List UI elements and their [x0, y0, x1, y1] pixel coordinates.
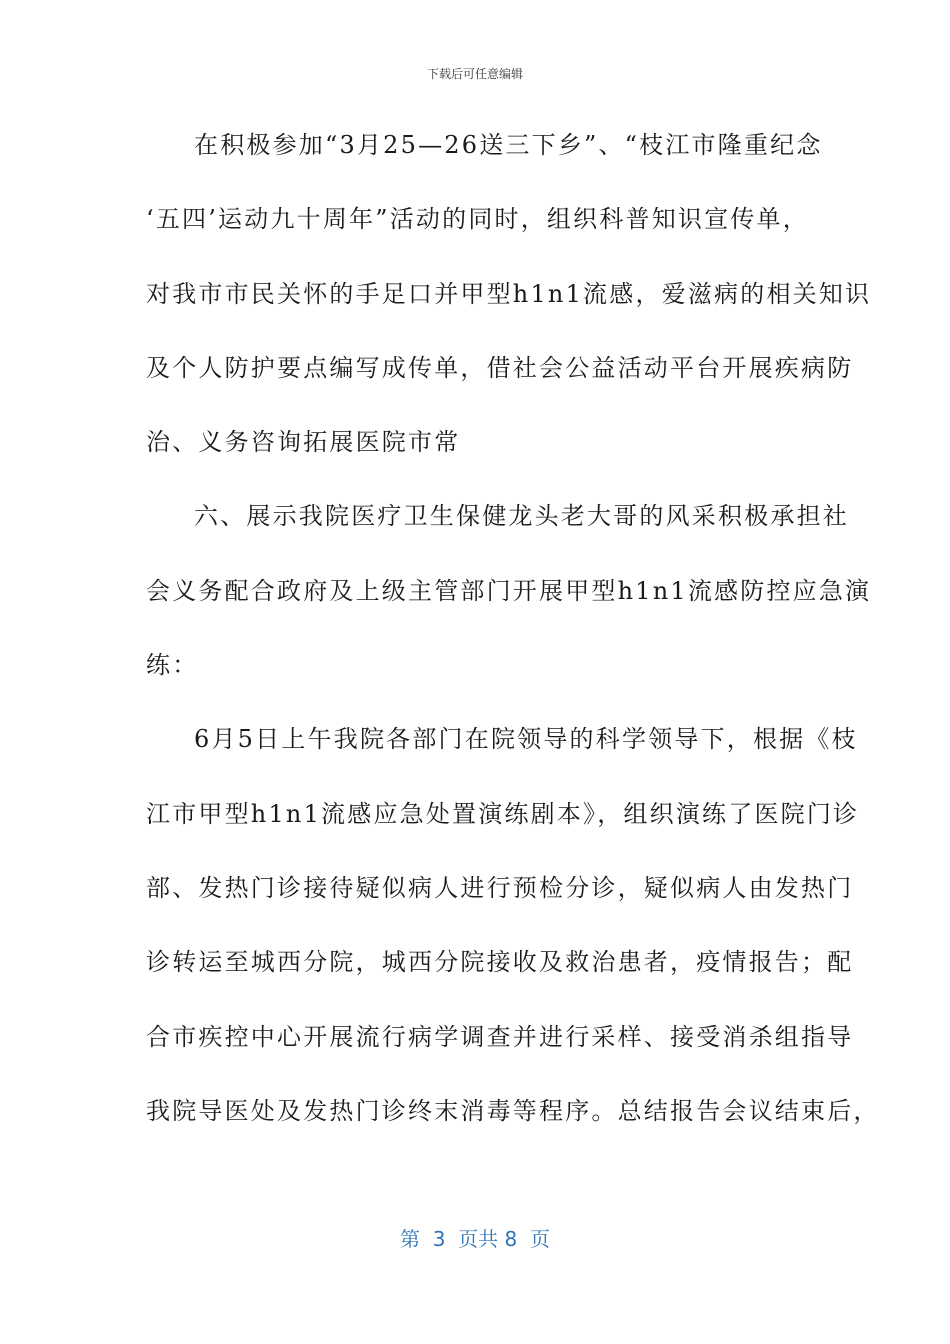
text-line: 练： [146, 651, 199, 680]
text-line: 合市疾控中心开展流行病学调查并进行采样、接受消杀组指导 [146, 1022, 854, 1051]
text-line: 在积极参加“3月25—26送三下乡”、“枝江市隆重纪念 [194, 131, 823, 159]
text-line: ‘五四’运动九十周年”活动的同时，组织科普知识宣传单， [146, 205, 809, 234]
text-line: 诊转运至城西分院，城西分院接收及救治患者，疫情报告；配 [146, 948, 854, 977]
page-header: 下载后可任意编辑 [426, 67, 523, 81]
text-line: 六、展示我院医疗卫生保健龙头老大哥的风采积极承担社 [194, 502, 849, 531]
text-line: 会义务配合政府及上级主管部门开展甲型h1n1流感防控应急演 [146, 576, 872, 605]
text-line: 江市甲型h1n1流感应急处置演练剧本》，组织演练了医院门诊 [146, 799, 860, 828]
text-line: 我院导医处及发热门诊终末消毒等程序。总结报告会议结束后， [146, 1096, 880, 1125]
document-body [146, 122, 880, 1162]
text-line: 对我市市民关怀的手足口并甲型h1n1流感，爱滋病的相关知识 [146, 279, 872, 308]
text-line: 部、发热门诊接待疑似病人进行预检分诊，疑似病人由发热门 [146, 873, 854, 902]
text-line: 治、义务咨询拓展医院市常 [146, 428, 461, 457]
text-line: 6月5日上午我院各部门在院领导的科学领导下，根据《枝 [194, 725, 858, 754]
page-number: 第 3 页共 8 页 [400, 1227, 550, 1251]
text-line: 及个人防护要点编写成传单，借社会公益活动平台开展疾病防 [146, 353, 854, 382]
